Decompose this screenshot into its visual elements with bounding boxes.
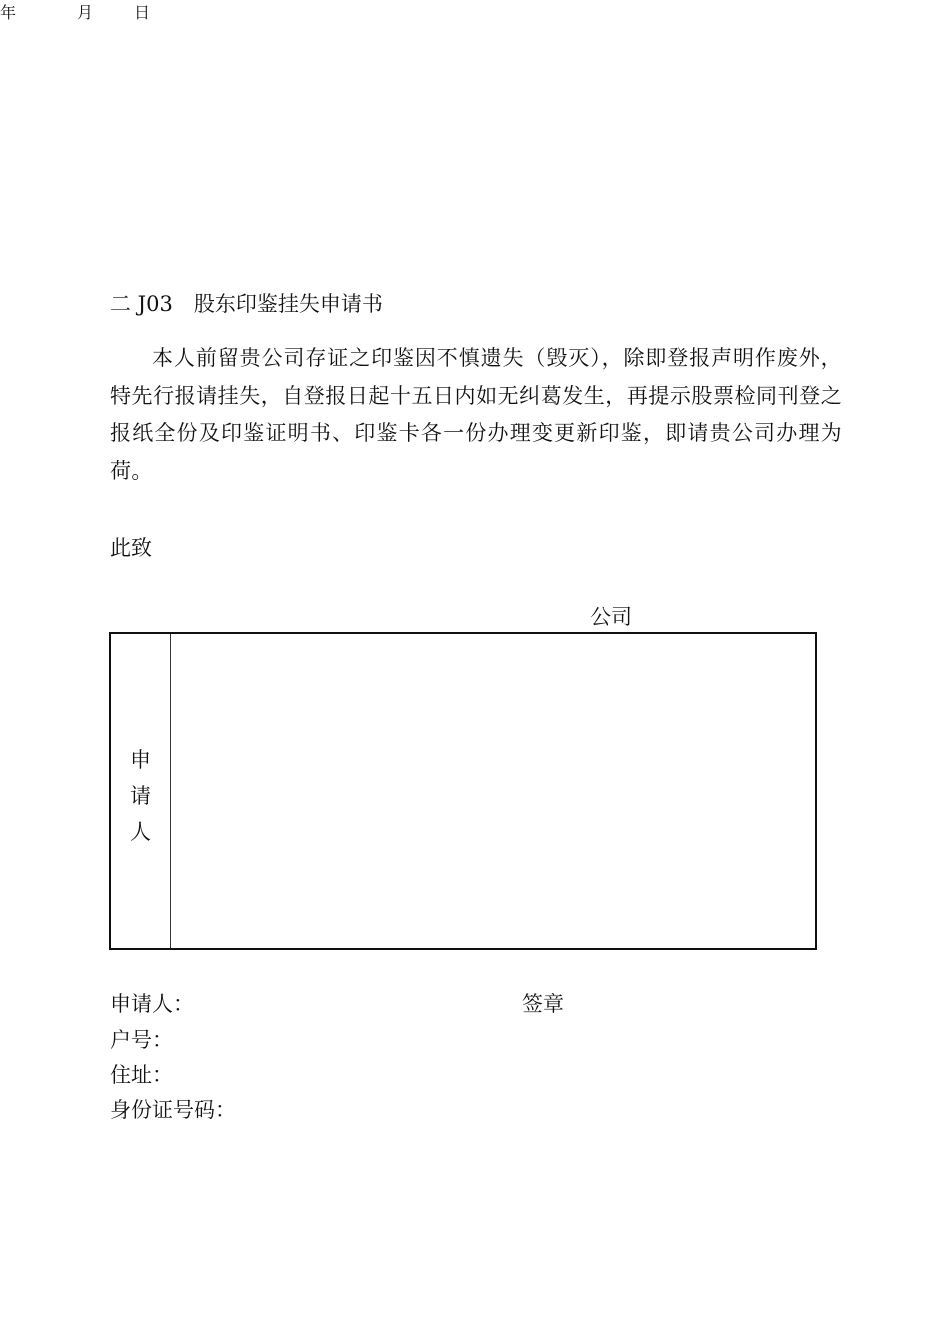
- applicant-label-cell: [111, 634, 171, 948]
- request-body: 本人前留贵公司存证之印鉴因不慎遗失（毁灭），除即登报声明作废外，特先行报请挂失，自登报日起十五日内如无纠葛发生，再提示股票检同刊登之报纸全份及印鉴证明书、印鉴卡各一份办理变更新印鉴，即请贵公司办理为荷。: [110, 346, 842, 483]
- applicant-box: [109, 632, 817, 950]
- applicant-label-char: 请: [130, 784, 151, 808]
- day-label: 日: [134, 3, 151, 22]
- document-title: 二 J03 股东印鉴挂失申请书: [110, 292, 383, 316]
- applicant-seal-area[interactable]: [171, 634, 815, 948]
- signature-label: 签章: [522, 992, 564, 1016]
- id-number-field: 身份证号码：: [110, 1098, 236, 1122]
- year-label: 年: [0, 3, 17, 22]
- applicant-vertical-label: [111, 742, 170, 850]
- date-line: [0, 0, 200, 28]
- month-label: 月: [77, 3, 94, 22]
- account-number-field: 户号：: [110, 1028, 173, 1052]
- address-field: 住址：: [110, 1063, 173, 1087]
- company-label: 公司: [590, 605, 632, 629]
- applicant-label-char: 申: [130, 748, 151, 772]
- applicant-label-char: 人: [130, 820, 151, 844]
- applicant-field: 申请人：: [110, 992, 194, 1016]
- salutation: 此致: [110, 536, 152, 560]
